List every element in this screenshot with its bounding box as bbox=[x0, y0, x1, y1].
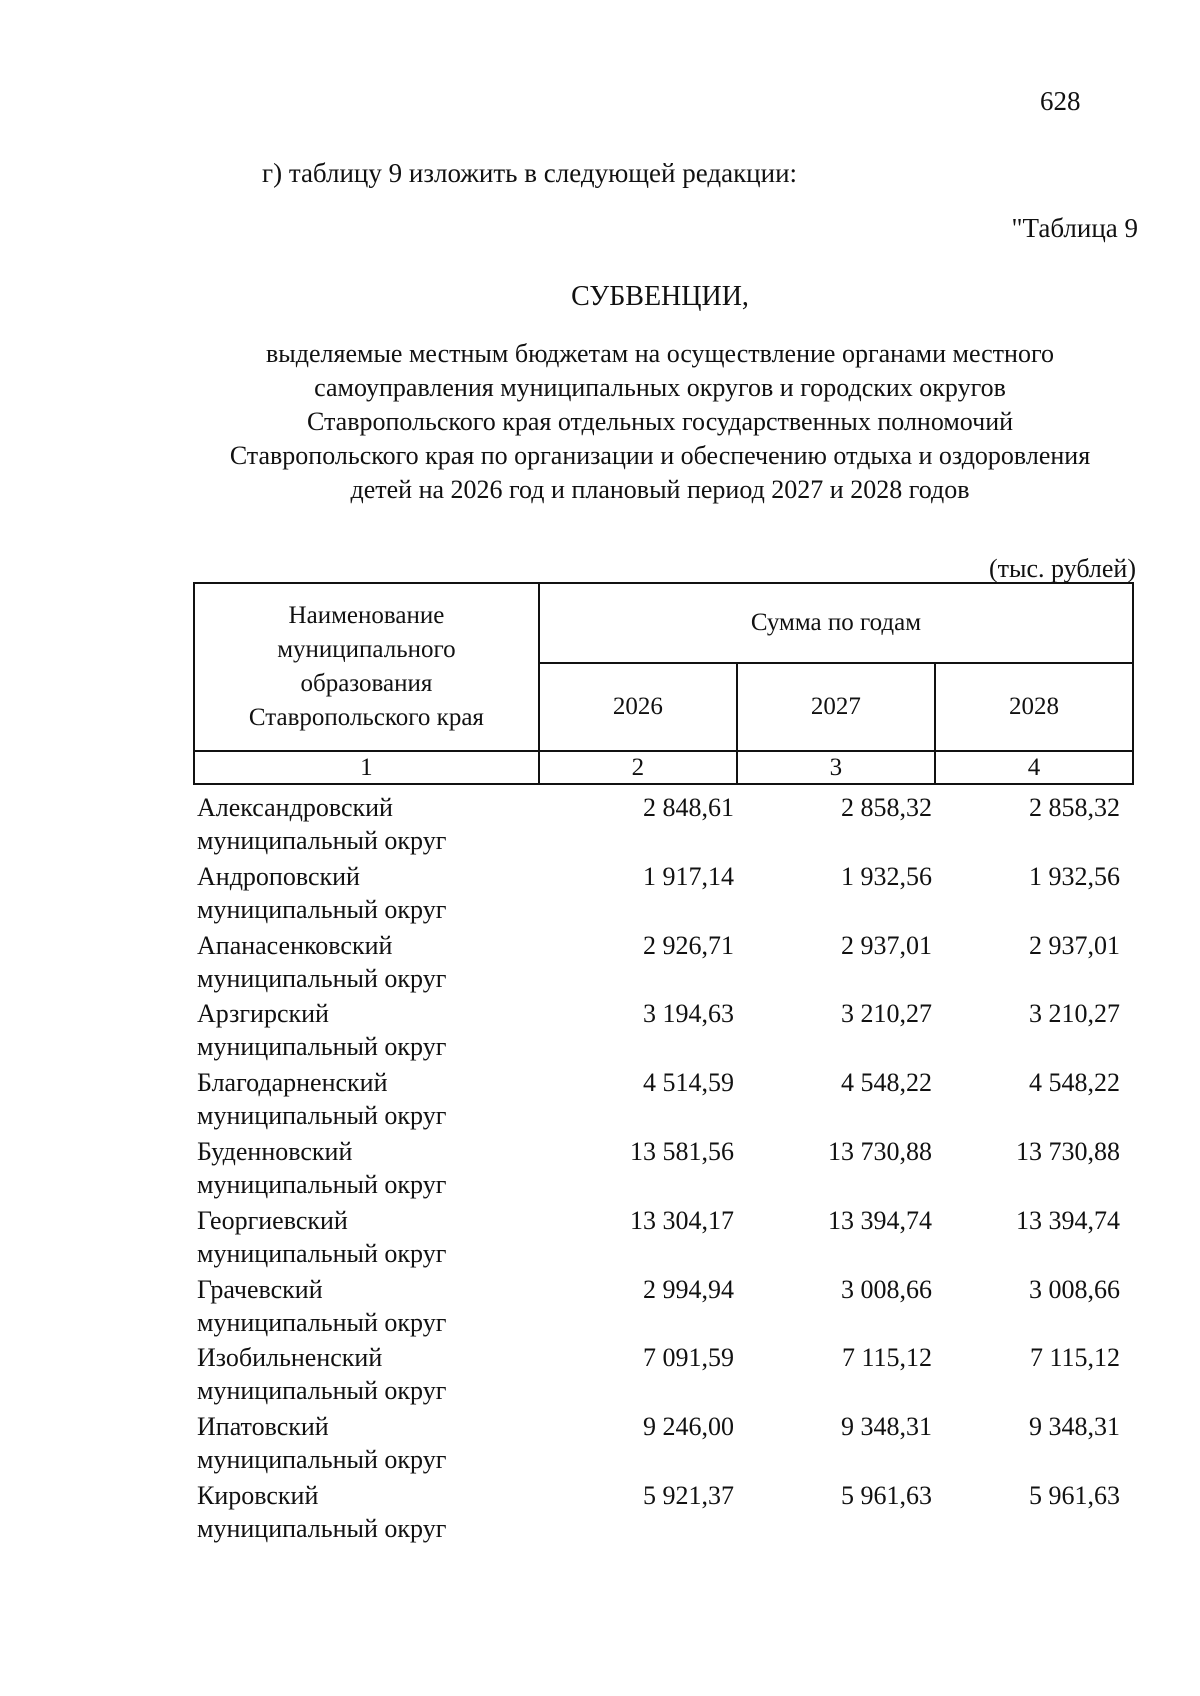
column-number: 4 bbox=[935, 751, 1133, 784]
row-name-line2: муниципальный округ bbox=[197, 1169, 447, 1199]
value-2027: 9 348,31 bbox=[841, 1412, 932, 1442]
row-name-line2: муниципальный округ bbox=[197, 1238, 447, 1268]
row-name-line1: Арзгирский bbox=[197, 999, 329, 1029]
value-2028: 2 937,01 bbox=[1029, 930, 1120, 960]
row-name-line2: муниципальный округ bbox=[197, 1307, 447, 1337]
value-2028: 3 008,66 bbox=[1029, 1274, 1120, 1304]
value-2026: 9 246,00 bbox=[643, 1412, 734, 1442]
value-2028: 13 394,74 bbox=[1016, 1205, 1120, 1235]
value-2026: 4 514,59 bbox=[643, 1068, 734, 1098]
table-row bbox=[0, 1410, 1200, 1479]
header-year-2027: 2027 bbox=[737, 663, 935, 751]
table-row bbox=[0, 791, 1200, 860]
row-name bbox=[197, 1479, 446, 1545]
row-name-line1: Благодарненский bbox=[197, 1068, 388, 1098]
value-2026: 13 581,56 bbox=[630, 1136, 734, 1166]
subtitle-line: самоуправления муниципальных округов и городских округов bbox=[314, 373, 1006, 402]
row-name-line1: Грачевский bbox=[197, 1274, 323, 1304]
row-name-line2: муниципальный округ bbox=[197, 1376, 447, 1406]
document-title: СУБВЕНЦИИ, bbox=[571, 281, 749, 312]
value-2027: 13 730,88 bbox=[828, 1136, 932, 1166]
row-name-line1: Кировский bbox=[197, 1480, 319, 1510]
column-number: 1 bbox=[194, 751, 539, 784]
row-name-line2: муниципальный округ bbox=[197, 1032, 447, 1062]
value-2028: 13 730,88 bbox=[1016, 1136, 1120, 1166]
value-2027: 2 937,01 bbox=[841, 930, 932, 960]
table-row bbox=[0, 929, 1200, 998]
table-body bbox=[0, 791, 1200, 1548]
value-2027: 2 858,32 bbox=[841, 793, 932, 822]
header-name-line: образования bbox=[300, 670, 433, 697]
row-name bbox=[197, 791, 446, 857]
row-name-line1: Апанасенковский bbox=[197, 930, 393, 960]
value-2027: 4 548,22 bbox=[841, 1068, 932, 1098]
column-number: 2 bbox=[539, 751, 737, 784]
row-name bbox=[197, 1066, 446, 1132]
row-name bbox=[197, 1273, 446, 1339]
table-row bbox=[0, 1204, 1200, 1273]
row-name-line1: Буденновский bbox=[197, 1136, 353, 1166]
row-name-line2: муниципальный округ bbox=[197, 1445, 447, 1475]
row-name-line2: муниципальный округ bbox=[197, 1513, 447, 1543]
header-name-line: Ставропольского края bbox=[248, 704, 484, 731]
row-name-line2: муниципальный округ bbox=[197, 826, 447, 855]
table-row bbox=[0, 997, 1200, 1066]
value-2026: 2 994,94 bbox=[643, 1274, 734, 1304]
subtitle-line: детей на 2026 год и плановый период 2027 и 2028 годов bbox=[350, 475, 970, 504]
value-2027: 3 008,66 bbox=[841, 1274, 932, 1304]
value-2026: 3 194,63 bbox=[643, 999, 734, 1029]
table-row bbox=[0, 1135, 1200, 1204]
table-header bbox=[193, 582, 1134, 785]
value-2027: 3 210,27 bbox=[841, 999, 932, 1029]
page-number: 628 bbox=[1040, 86, 1081, 116]
column-number: 3 bbox=[737, 751, 935, 784]
row-name-line2: муниципальный округ bbox=[197, 963, 447, 993]
row-name bbox=[197, 860, 446, 926]
table-row bbox=[0, 1479, 1200, 1548]
value-2028: 7 115,12 bbox=[1029, 1343, 1120, 1373]
row-name-line1: Георгиевский bbox=[197, 1205, 348, 1235]
row-name-line1: Александровский bbox=[197, 793, 393, 822]
row-name bbox=[197, 1204, 446, 1270]
value-2027: 5 961,63 bbox=[841, 1480, 932, 1510]
units-label: (тыс. рублей) bbox=[988, 554, 1136, 583]
row-name-line2: муниципальный округ bbox=[197, 1101, 447, 1131]
table-row bbox=[0, 1341, 1200, 1410]
subtitle-line: Ставропольского края отдельных государственных полномочий bbox=[306, 407, 1014, 436]
header-name-cell bbox=[194, 583, 539, 751]
row-name bbox=[197, 1410, 446, 1476]
row-name bbox=[197, 1341, 446, 1407]
row-name-line1: Андроповский bbox=[197, 861, 360, 891]
table-label: "Таблица 9 bbox=[1011, 213, 1138, 243]
value-2026: 5 921,37 bbox=[643, 1480, 734, 1510]
value-2027: 13 394,74 bbox=[828, 1205, 932, 1235]
instruction-text: г) таблицу 9 изложить в следующей редакции: bbox=[262, 158, 798, 188]
header-name-line: муниципального bbox=[277, 636, 456, 663]
value-2028: 3 210,27 bbox=[1029, 999, 1120, 1029]
value-2027: 7 115,12 bbox=[841, 1343, 932, 1373]
value-2028: 4 548,22 bbox=[1029, 1068, 1120, 1098]
value-2028: 2 858,32 bbox=[1029, 793, 1120, 822]
header-name-line: Наименование bbox=[288, 602, 445, 629]
value-2027: 1 932,56 bbox=[841, 861, 932, 891]
header-year-2028: 2028 bbox=[935, 663, 1133, 751]
header-year-2026: 2026 bbox=[539, 663, 737, 751]
row-name-line1: Ипатовский bbox=[197, 1412, 329, 1442]
table-row bbox=[0, 1066, 1200, 1135]
value-2028: 9 348,31 bbox=[1029, 1412, 1120, 1442]
value-2026: 2 926,71 bbox=[643, 930, 734, 960]
row-name bbox=[197, 1135, 446, 1201]
value-2026: 2 848,61 bbox=[643, 793, 734, 822]
table-row bbox=[0, 860, 1200, 929]
subtitle-line: выделяемые местным бюджетам на осуществление органами местного bbox=[266, 339, 1054, 368]
value-2028: 5 961,63 bbox=[1029, 1480, 1120, 1510]
row-name bbox=[197, 929, 446, 995]
row-name-line1: Изобильненский bbox=[197, 1343, 383, 1373]
row-name bbox=[197, 997, 446, 1063]
header-sum-cell: Сумма по годам bbox=[539, 583, 1133, 663]
value-2026: 1 917,14 bbox=[643, 861, 734, 891]
subtitle-line: Ставропольского края по организации и обеспечению отдыха и оздоровления bbox=[229, 441, 1091, 470]
value-2026: 13 304,17 bbox=[630, 1205, 734, 1235]
value-2028: 1 932,56 bbox=[1029, 861, 1120, 891]
value-2026: 7 091,59 bbox=[643, 1343, 734, 1373]
row-name-line2: муниципальный округ bbox=[197, 894, 447, 924]
document-subtitle bbox=[180, 337, 1140, 507]
table-row bbox=[0, 1273, 1200, 1342]
